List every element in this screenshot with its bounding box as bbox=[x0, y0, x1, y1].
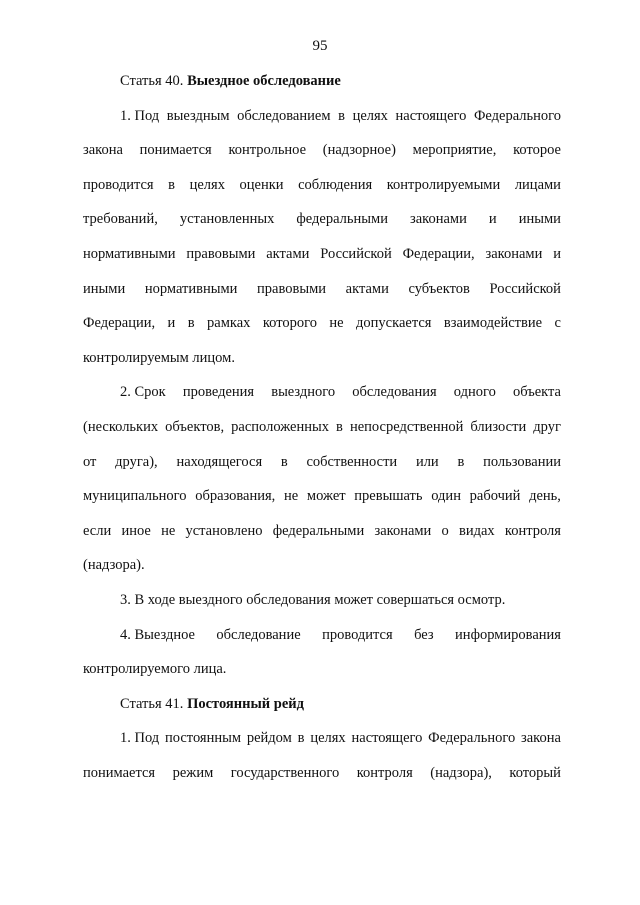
word: образования, bbox=[195, 488, 276, 505]
word: (надзорное) bbox=[322, 142, 396, 159]
word: в bbox=[457, 453, 465, 470]
word: целях bbox=[352, 107, 388, 124]
word: друга), bbox=[115, 453, 158, 470]
word: государственного bbox=[230, 764, 340, 781]
paragraph-line bbox=[83, 133, 561, 168]
word: в bbox=[297, 730, 305, 747]
word: контрольное bbox=[228, 142, 307, 159]
word: и bbox=[488, 211, 497, 228]
word: правовыми bbox=[257, 280, 327, 297]
article-40-paragraph-2 bbox=[83, 375, 561, 583]
article-41-heading bbox=[83, 687, 561, 722]
word: объекта bbox=[512, 384, 561, 401]
word: выездным bbox=[166, 107, 230, 124]
word: мероприятие, bbox=[412, 142, 497, 159]
page-number: 95 bbox=[312, 38, 328, 54]
paragraph-line bbox=[83, 618, 561, 653]
word: целях bbox=[189, 176, 225, 193]
word: Федерации, bbox=[402, 245, 475, 262]
article-40-label: Статья 40. bbox=[120, 73, 184, 89]
word: если bbox=[83, 522, 112, 539]
word: нормативными bbox=[144, 280, 238, 297]
word: контроля bbox=[356, 764, 413, 781]
word: обследованием bbox=[237, 107, 331, 124]
word: и bbox=[167, 315, 176, 332]
document-body bbox=[83, 64, 561, 790]
paragraph-line: (надзора). bbox=[83, 557, 145, 574]
word: рабочий bbox=[469, 488, 521, 505]
word: проведения bbox=[182, 384, 255, 401]
word: закона bbox=[83, 142, 123, 159]
word: контроля bbox=[504, 522, 561, 539]
word: иное bbox=[121, 522, 151, 539]
word: актами bbox=[266, 245, 310, 262]
word: одного bbox=[453, 384, 496, 401]
word: собственности bbox=[306, 453, 398, 470]
word: федеральными bbox=[272, 522, 365, 539]
word: настоящего bbox=[351, 730, 423, 747]
word: в bbox=[338, 107, 345, 124]
word: обследование bbox=[216, 626, 301, 643]
paragraph-line: 3. В ходе выездного обследования может совершаться осмотр. bbox=[120, 591, 506, 608]
word: муниципального bbox=[83, 488, 187, 505]
word: не bbox=[284, 488, 299, 505]
paragraph-line: контролируемым лицом. bbox=[83, 349, 235, 366]
article-40-paragraph-1 bbox=[83, 99, 561, 376]
word: в bbox=[336, 418, 343, 435]
word: рамках bbox=[207, 315, 251, 332]
word: иными bbox=[518, 211, 561, 228]
word: требований, bbox=[83, 211, 158, 228]
word: непосредственной bbox=[349, 418, 464, 435]
paragraph-line bbox=[83, 445, 561, 480]
word: или bbox=[415, 453, 439, 470]
paragraph-line bbox=[83, 756, 561, 791]
word: обследования bbox=[352, 384, 437, 401]
word: законами bbox=[410, 211, 467, 228]
article-40-heading bbox=[83, 64, 561, 99]
paragraph-line bbox=[83, 237, 561, 272]
word: проводится bbox=[83, 176, 154, 193]
paragraph-line bbox=[83, 721, 561, 756]
word: 1. Под bbox=[120, 107, 160, 124]
word: которое bbox=[513, 142, 561, 159]
word: настоящего bbox=[395, 107, 467, 124]
word: 2. Срок bbox=[120, 384, 166, 401]
word: в bbox=[187, 315, 195, 332]
word: превышать bbox=[354, 488, 423, 505]
word: федеральными bbox=[296, 211, 388, 228]
word: установлено bbox=[185, 522, 263, 539]
word: установленных bbox=[179, 211, 275, 228]
word: режим bbox=[172, 764, 214, 781]
paragraph-line bbox=[83, 375, 561, 410]
word: проводится bbox=[322, 626, 393, 643]
paragraph-line bbox=[83, 479, 561, 514]
word: видах bbox=[459, 522, 495, 539]
word: Российской bbox=[320, 245, 392, 262]
word: расположенных bbox=[231, 418, 329, 435]
paragraph-line bbox=[83, 272, 561, 307]
word: 4. Выездное bbox=[120, 626, 195, 643]
article-40-title: Выездное обследование bbox=[187, 73, 341, 89]
word: информирования bbox=[455, 626, 561, 643]
word: (нескольких bbox=[83, 418, 159, 435]
word: в bbox=[168, 176, 176, 193]
word: объектов, bbox=[165, 418, 225, 435]
word: Федерального bbox=[473, 107, 561, 124]
word: понимается bbox=[83, 764, 156, 781]
article-41-title: Постоянный рейд bbox=[187, 695, 304, 712]
word: актами bbox=[345, 280, 389, 297]
paragraph-line bbox=[83, 514, 561, 549]
word: законами bbox=[374, 522, 432, 539]
word: субъектов bbox=[408, 280, 470, 297]
word: в bbox=[280, 453, 288, 470]
article-40-paragraph-3 bbox=[83, 583, 561, 618]
paragraph-line: контролируемого лица. bbox=[83, 661, 227, 678]
word: без bbox=[414, 626, 434, 643]
word: Российской bbox=[489, 280, 561, 297]
word: и bbox=[553, 245, 561, 262]
word: Федерального bbox=[428, 730, 516, 747]
word: не bbox=[329, 315, 344, 332]
paragraph-line bbox=[83, 306, 561, 341]
word: закона bbox=[521, 730, 561, 747]
paragraph-line bbox=[83, 168, 561, 203]
word: не bbox=[161, 522, 176, 539]
word: целях bbox=[310, 730, 346, 747]
word: взаимодействие bbox=[443, 315, 543, 332]
word: Федерации, bbox=[83, 315, 156, 332]
word: может bbox=[306, 488, 346, 505]
word: пользовании bbox=[483, 453, 561, 470]
word: контролируемыми bbox=[386, 176, 501, 193]
word: постоянным bbox=[165, 730, 242, 747]
word: находящегося bbox=[176, 453, 263, 470]
paragraph-line bbox=[83, 410, 561, 445]
word: нормативными bbox=[83, 245, 176, 262]
paragraph-line bbox=[83, 99, 561, 134]
article-41-label: Статья 41. bbox=[120, 695, 184, 712]
word: (надзора), bbox=[430, 764, 492, 781]
word: с bbox=[554, 315, 561, 332]
word: понимается bbox=[139, 142, 212, 159]
word: 1. Под bbox=[120, 730, 160, 747]
word: от bbox=[83, 453, 97, 470]
word: правовыми bbox=[186, 245, 256, 262]
paragraph-line bbox=[83, 202, 561, 237]
word: иными bbox=[83, 280, 126, 297]
article-41-paragraph-1 bbox=[83, 721, 561, 790]
word: оценки bbox=[239, 176, 284, 193]
word: лицами bbox=[514, 176, 561, 193]
word: день, bbox=[529, 488, 561, 505]
word: которого bbox=[262, 315, 317, 332]
word: который bbox=[509, 764, 561, 781]
word: рейдом bbox=[246, 730, 292, 747]
word: соблюдения bbox=[298, 176, 373, 193]
word: один bbox=[431, 488, 461, 505]
word: законами bbox=[485, 245, 543, 262]
word: выездного bbox=[271, 384, 336, 401]
word: о bbox=[441, 522, 449, 539]
word: близости bbox=[470, 418, 527, 435]
word: друг bbox=[533, 418, 561, 435]
word: допускается bbox=[356, 315, 432, 332]
article-40-paragraph-4 bbox=[83, 618, 561, 687]
